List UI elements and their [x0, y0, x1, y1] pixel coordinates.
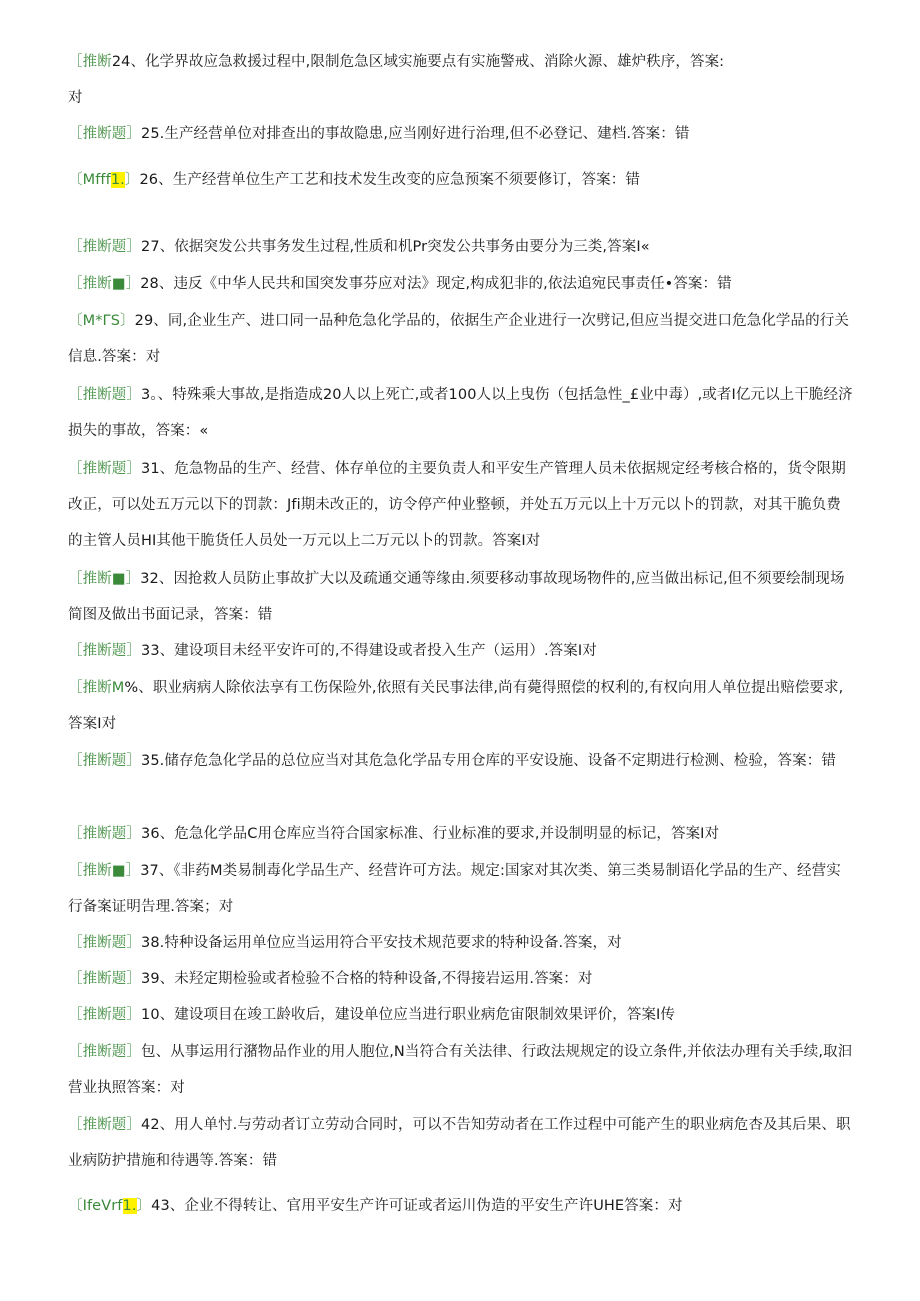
question-text: 37、《非药M类易制毒化学品生产、经营许可方法。规定:国家对其次类、第三类易制语化学品的生产、经营实行备案证明告理.答案；对	[68, 863, 841, 915]
question-24	[68, 44, 854, 80]
question-tag-end: 〕	[136, 1198, 152, 1214]
question-tag: 〔Mfff	[68, 172, 111, 188]
question-text: 24、化学界故应急救援过程中,限制危急区域实施要点有实施警戒、消除火源、雄炉秩序，答案:	[111, 54, 725, 70]
question-29	[68, 303, 854, 375]
question-42	[68, 1107, 854, 1179]
question-34	[68, 670, 854, 742]
question-text: 33、建设项目未经平安许可的,不得建设或者投入生产（运用）.答案I对	[141, 643, 597, 659]
question-33	[68, 633, 854, 669]
question-tag-end: 〕	[124, 172, 140, 188]
question-text: 26、生产经营单位生产工艺和技术发生改变的应急预案不须要修订，答案：错	[139, 172, 640, 188]
question-32	[68, 561, 854, 633]
question-38	[68, 925, 854, 961]
question-text: 10、建设项目在竣工龄收后，建设单位应当进行职业病危宙限制效果评价，答案I传	[141, 1007, 676, 1023]
question-35	[68, 743, 854, 779]
question-text: 39、未羟定期检验或者检验不合格的特种设备,不得接岩运用.答案：对	[141, 971, 593, 987]
question-30	[68, 377, 854, 449]
question-31	[68, 451, 854, 559]
question-text: 对	[68, 90, 83, 106]
question-27	[68, 229, 854, 265]
question-tag: ［推断题］	[68, 387, 141, 403]
question-text: 42、用人单忖.与劳动者订立劳动合同时，可以不告知劳动者在工作过程中可能产生的职业病危杏及其后果、职业病防护措施和待遇等.答案：错	[68, 1117, 851, 1169]
question-28	[68, 266, 854, 302]
question-tag: ［推断题］	[68, 461, 141, 477]
question-text: %、职业病病人除依法享有工伤保险外,依照有关民事法律,尚有薨得照偿的权利的,有权向用人单位提出赔偿要求,答案I对	[68, 680, 844, 732]
question-36	[68, 816, 854, 852]
question-25	[68, 116, 854, 152]
question-tag: ［推断题］	[68, 971, 141, 987]
question-tag: ［推断题］	[68, 643, 141, 659]
question-tag: ［推断题］	[68, 935, 141, 951]
question-text: 31、危急物品的生产、经营、体存单位的主要负责人和平安生产管理人员未依据规定经考核合格的，货令限期改正，可以处五万元以下的罚款：Jfi期未改正的，访令停产仲业整顿，并处五万元以上十万元以卜的罚款，对其干脆负费的主管人员HI其他干脆货任人员处一万元以上二万元以卜的罚款。答案I对	[68, 461, 846, 549]
question-tag: ［推断■］	[68, 863, 141, 879]
question-text: 27、依据突发公共事务发生过程,性质和机Pr突发公共事务由要分为三类,答案I«	[141, 239, 650, 255]
question-37	[68, 853, 854, 925]
question-text: 28、违反《中华人民共和国突发事芬应对法》现定,构成犯非的,依法追宛民事责任•答案：错	[140, 276, 732, 292]
question-text: 29、同,企业生产、进口同一品种危急化学品的，依据生产企业进行一次劈记,但应当提交进口危急化学品的行关信息.答案：对	[68, 313, 849, 365]
question-tag: 〔IfeVrf	[68, 1198, 123, 1214]
question-40	[68, 997, 854, 1033]
question-41	[68, 1034, 854, 1106]
question-24-continuation	[68, 80, 854, 116]
question-26	[68, 162, 854, 198]
question-43	[68, 1188, 854, 1224]
question-tag: ［推断	[68, 54, 112, 70]
question-text: 32、因抢救人员防止事故扩大以及疏通交通等缘由.须要移动事故现场物件的,应当做出标记,但不须要绘制现场简图及做出书面记录，答案：错	[68, 571, 845, 623]
question-text: 35.储存危急化学品的总位应当对其危急化学品专用仓库的平安设施、设备不定期进行检测、检验，答案：错	[141, 753, 836, 769]
question-text: 43、企业不得转让、官用平安生产许可证或者运川伪造的平安生产许UHE答案：对	[151, 1198, 683, 1214]
question-tag: ［推断■］	[68, 571, 141, 587]
question-tag: ［推断题］	[68, 1044, 141, 1060]
question-tag: ［推断题］	[68, 1117, 141, 1133]
question-tag: ［推断题］	[68, 1007, 141, 1023]
question-text: 3。、特殊乘大事故,是指造成20人以上死亡,或者100人以上曳伤（包括急性_£业中毒）,或者I亿元以上干脆经济损失的事故，答案：«	[68, 387, 853, 439]
question-text: 36、危急化学品C用仓库应当符合国家标准、行业标准的要求,并设制明显的标记，答案I对	[141, 826, 720, 842]
question-tag: ［推断M	[68, 680, 125, 696]
question-text: 25.生产经营单位对排查出的事故隐患,应当刚好进行治理,但不必登记、建档.答案：错	[141, 126, 690, 142]
question-text: 38.特种设备运用单位应当运用符合平安技术规范要求的特种设备.答案，对	[141, 935, 622, 951]
question-tag: 〔M*ΓS〕	[68, 313, 135, 329]
question-tag: ［推断■］	[68, 276, 141, 292]
question-39	[68, 961, 854, 997]
highlight-mark: 1.	[110, 172, 125, 188]
question-tag: ［推断题］	[68, 126, 141, 142]
question-tag: ［推断题］	[68, 239, 141, 255]
highlight-mark: 1.	[122, 1198, 137, 1214]
question-tag: ［推断题］	[68, 826, 141, 842]
question-tag: ［推断题］	[68, 753, 141, 769]
question-text: 包、从事运用行潴物品作业的用人胞位,N当符合有关法律、行政法规规定的设立条件,并依法办理有关手续,取汩营业执照答案：对	[68, 1044, 853, 1096]
